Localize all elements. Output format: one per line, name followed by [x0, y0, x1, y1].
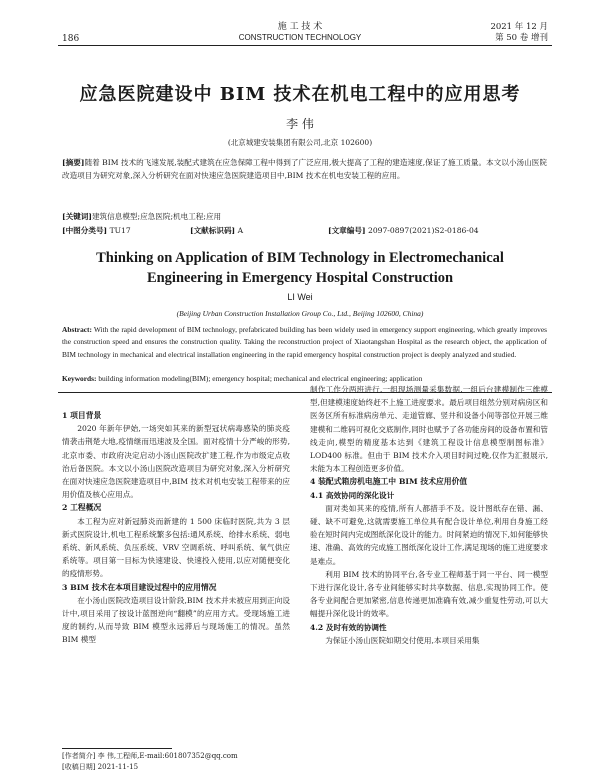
article-title-en — [0, 248, 600, 288]
abstract-en-text: With the rapid development of BIM technology, prefabricated building has been widely used in emergency support engineering, which greatly improves the construction speed and ensures the construction quality. Taking the reconstruction project of Xiaotangshan Hospital as the research object, the application of BIM technology in mechanical and electrical installation engineering in the rapid emergency hospital construction project is deeply analyzed and studied. — [62, 325, 547, 359]
right-paragraph-3: 利用 BIM 技术的协同平台,各专业工程师基于同一平台、同一模型下进行深化设计,各专业间能够实时共享数据、信息,实现协同工作。使各专业间配合更加紧密,信息传递更加准确有效,减少重复性劳动,可以大幅提升深化设计的效率。 — [310, 569, 548, 619]
right-paragraph-2: 面对类如其来的疫情,所有人都措手不及。设计图纸存在错、漏、碰、缺不可避免,这就需要施工单位具有配合设计单位,利用自身施工经验在短时间内完成图纸深化设计的能力。时间紧迫的情况下,如何能够快速、准确、高效的完成施工图纸深化设计工作,满足现场的施工进度要求是难点。 — [310, 503, 548, 566]
doc-code-label: [文献标识码] — [190, 226, 236, 235]
title-en-line1: Thinking on Application of BIM Technology in Electromechanical — [96, 250, 504, 266]
affiliation-en: (Beijing Urban Construction Installation Group Co., Ltd., Beijing 102600, China) — [176, 309, 424, 318]
affiliation-cn: (北京城建安装集团有限公司,北京 102600) — [227, 138, 373, 147]
footnote-author-info: [作者简介] 李 伟,工程师,E-mail:601807352@qq.com — [62, 752, 238, 760]
keywords-cn-label: [关键词] — [62, 212, 92, 221]
section-2-paragraph: 本工程为应对新冠肺炎而新建的 1 500 床临时医院,共为 3 层新式医院设计,机电工程系统繁多包括:通风系统、给排水系统、弱电系统、新风系统、负压系统、VRV 空调系统、呼叫系统、氧气供应系统等。项目第一目标为快速建设、快速投入使用,以应对随便变化的疫情形势。 — [62, 516, 290, 579]
journal-name-en: CONSTRUCTION TECHNOLOGY — [238, 33, 362, 42]
abstract-cn — [62, 156, 547, 182]
doc-code-value: A — [237, 226, 244, 235]
section-4-1-heading: 4.1 高效协同的深化设计 — [310, 490, 395, 500]
issue-date: 2021 年 12 月 — [490, 22, 548, 32]
section-1-heading: 1 项目背景 — [62, 411, 102, 420]
keywords-en-label: Keywords: — [62, 374, 97, 383]
page-number: 186 — [62, 34, 80, 44]
right-paragraph-1: 制作工作分两班进行,一组现场测量采集数据,一组后台建模制作三维模型,但建模速度始终赶不上施工进度要求。最后项目组然分别对病房区和医务区所有标准病房单元、走道管廊、竖井和设备小间等部位开展三维建模和二维码可视化交底制作,同时也赋予了各功能房间的设备布置和管线走向,模型的精度基本达到《建筑工程设计信息模型制图标准》LOD400 标准。但由于 BIM 技术介入项目时间过晚,仅作为汇报展示,未能为本工程创造更多价值。 — [310, 385, 548, 474]
body-column-left — [62, 409, 290, 647]
footnote-received-date: [收稿日期] 2021-11-15 — [62, 763, 139, 771]
keywords-en-text: building information modeling(BIM); emergency hospital; mechanical and electrical engineering; application — [98, 374, 423, 383]
section-4-heading: 4 装配式箱房机电施工中 BIM 技术应用价值 — [310, 477, 468, 487]
section-4-2-heading: 4.2 及时有效的协调性 — [310, 622, 387, 632]
section-2-heading: 2 工程概况 — [62, 503, 102, 513]
section-3-paragraph: 在小汤山医院改造项目设计阶段,BIM 技术并未被应用到正向设计中,项目采用了按设计蓝图逆向“翻模”的应用方式。受现场施工进度的制约,从而导致 BIM 模型永远滞后与现场施工的情况。虽然 BIM 模型 — [62, 595, 290, 645]
section-1-paragraph: 2020 年新年伊始,一场突如其来的新型冠状病毒感染的肺炎疫情袭击荆楚大地,疫情继而迅速波及全国。面对疫情十分严峻的形势,北京市委、市政府决定启动小汤山医院改扩建工程,作为市级定点收治后备医院。本文以小汤山医院改造项目为研究对象,深入分析研究在面对快速应急医院建造项目中,BIM 技术对机电安装工程带来的应用价值及核心应用点。 — [62, 424, 290, 500]
footnote-rule — [62, 748, 172, 749]
abstract-en-label: Abstract: — [62, 325, 92, 334]
journal-name-cn: 施 工 技 术 — [277, 22, 323, 32]
author-en: LI Wei — [287, 292, 313, 302]
abstract-en — [62, 324, 547, 361]
abstract-cn-label: [摘要] — [62, 158, 85, 167]
clc-value: TU17 — [109, 226, 131, 235]
keywords-en — [62, 374, 562, 383]
classification-line — [62, 225, 131, 237]
clc-label: [中图分类号] — [62, 226, 108, 235]
abstract-cn-text: 随着 BIM 技术的飞速发展,装配式建筑在应急保障工程中得到了广泛应用,极大提高了工程的建造速度,保证了施工质量。本文以小汤山医院改造项目为研究对象,深入分析研究在面对快速应急医院建造项目中,BIM 技术在机电安装工程的应用。 — [62, 158, 547, 180]
article-title-cn: 应急医院建设中 BIM 技术在机电工程中的应用思考 — [79, 84, 521, 105]
volume-info: 第 50 卷 增刊 — [495, 33, 548, 43]
keywords-cn-text: 建筑信息模型;应急医院;机电工程;应用 — [91, 212, 222, 221]
right-paragraph-4: 为保证小汤山医院如期交付使用,本项目采用集 — [325, 635, 480, 645]
title-en-line2: Engineering in Emergency Hospital Construction — [146, 270, 454, 286]
article-number-line — [328, 225, 479, 237]
article-number-value: 2097-0897(2021)S2-0186-04 — [367, 226, 479, 235]
header-rule — [58, 45, 552, 46]
body-column-right — [310, 383, 548, 647]
article-number-label: [文章编号] — [328, 226, 366, 235]
keywords-cn — [62, 211, 221, 223]
author-cn: 李 伟 — [286, 117, 314, 131]
doc-code-line — [190, 225, 243, 237]
section-3-heading: 3 BIM 技术在本项目建设过程中的应用情况 — [62, 582, 217, 592]
